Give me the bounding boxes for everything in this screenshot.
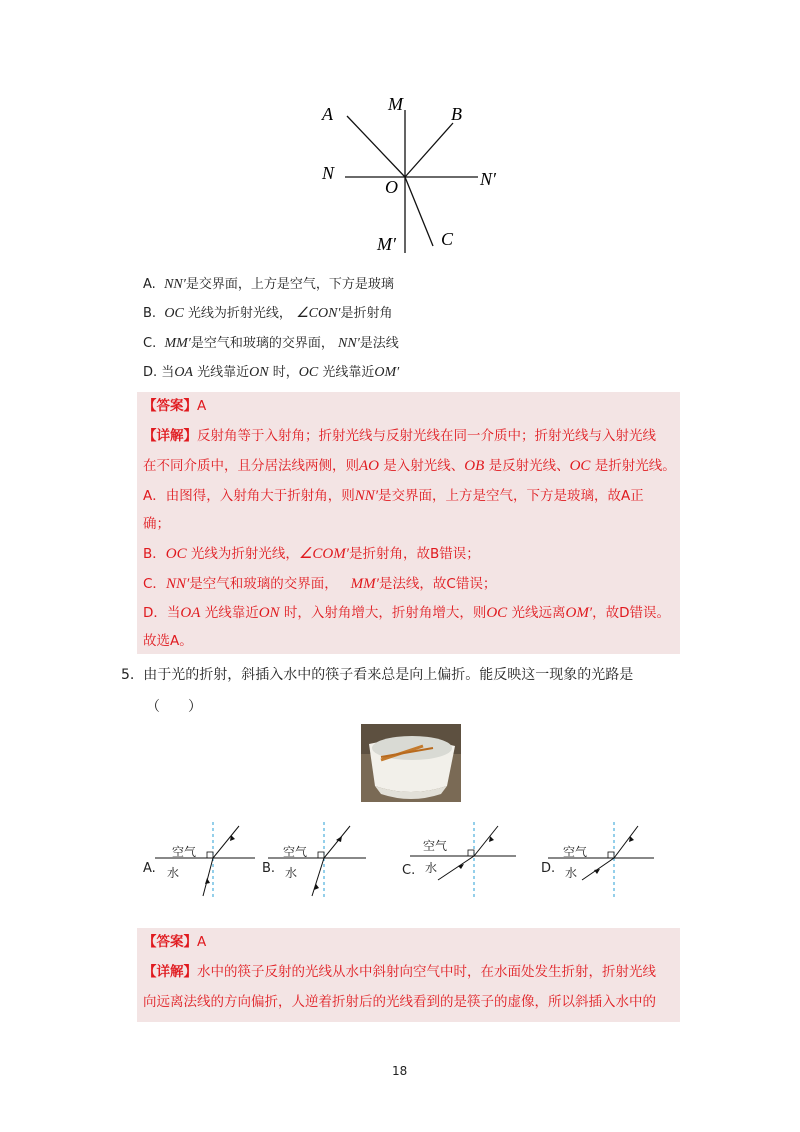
q5-explain-line2: 向远离法线的方向偏折，人逆着折射后的光线看到的是筷子的虚像，所以斜插入水中的 (143, 994, 656, 1010)
diagram-D-water-label: 水 (565, 866, 578, 880)
diagram-D-letter: D. (541, 861, 556, 876)
q5-explain-line1: 【详解】水中的筷子反射的光线从水中斜射向空气中时，在水面处发生折射，折射光线 (143, 964, 656, 980)
q5-answer: 【答案】A (143, 934, 207, 950)
diagram-B-letter: B. (262, 861, 276, 876)
q4-explain-C: C．NN′是空气和玻璃的交界面， MM′是法线，故C错误； (143, 576, 497, 592)
diagram-D (548, 822, 658, 902)
diagram-A-letter: A. (143, 861, 156, 876)
diagram-A-air-label: 空气 (172, 845, 197, 859)
chopsticks-bowl-photo (361, 724, 461, 802)
diagram-A-water-label: 水 (167, 866, 180, 880)
diagram-B-water-label: 水 (285, 866, 298, 880)
q4-explain-A: A．由图得，入射角大于折射角，则NN′是交界面，上方是空气，下方是玻璃，故A正 (143, 488, 644, 504)
diagram-C-air-label: 空气 (423, 839, 448, 853)
option-C: C. MM′是空气和玻璃的交界面， NN′是法线 (143, 336, 399, 351)
label-N: N (322, 163, 335, 183)
q5-bracket: （ ） (146, 699, 202, 715)
diagram-D-air-label: 空气 (563, 845, 588, 859)
reflection-refraction-figure (310, 88, 510, 258)
q4-explain-D: D．当OA 光线靠近ON 时，入射角增大，折射角增大，则OC 光线远离OM′，故D错误。 (143, 605, 670, 621)
q4-conclusion: 故选A。 (143, 633, 193, 649)
q4-explain-A-cont: 确； (143, 516, 170, 532)
q4-explain-B: B．OC 光线为折射光线，∠COM′是折射角，故B错误； (143, 546, 480, 562)
page-number: 18 (392, 1064, 408, 1078)
option-A: A. NN′是交界面，上方是空气，下方是玻璃 (143, 277, 394, 292)
label-B: B (451, 104, 462, 124)
diagram-C-water-label: 水 (425, 861, 438, 875)
label-A: A (322, 104, 333, 124)
diagram-C-letter: C. (402, 863, 416, 878)
label-M: M (388, 94, 403, 114)
q4-explain-line1: 【详解】反射角等于入射角；折射光线与反射光线在同一介质中；折射光线与入射光线 (143, 428, 656, 444)
q4-explain-line2: 在不同介质中，且分居法线两侧，则AO 是入射光线、OB 是反射光线、OC 是折射光线。 (143, 458, 676, 474)
q5-question: 5. 由于光的折射，斜插入水中的筷子看来总是向上偏折。能反映这一现象的光路是 (121, 667, 634, 683)
label-C: C (441, 229, 454, 249)
q4-answer: 【答案】A (143, 398, 207, 414)
diagram-B (268, 822, 378, 902)
label-M-prime: M′ (377, 234, 396, 254)
label-N-prime: N′ (480, 169, 496, 189)
option-B: B. OC 光线为折射光线， ∠CON′是折射角 (143, 306, 393, 321)
diagram-C (410, 822, 520, 902)
diagram-B-air-label: 空气 (283, 845, 308, 859)
label-O: O (385, 177, 398, 197)
diagram-A (155, 822, 265, 902)
option-D: D. 当OA 光线靠近ON 时，OC 光线靠近OM′ (143, 365, 400, 380)
